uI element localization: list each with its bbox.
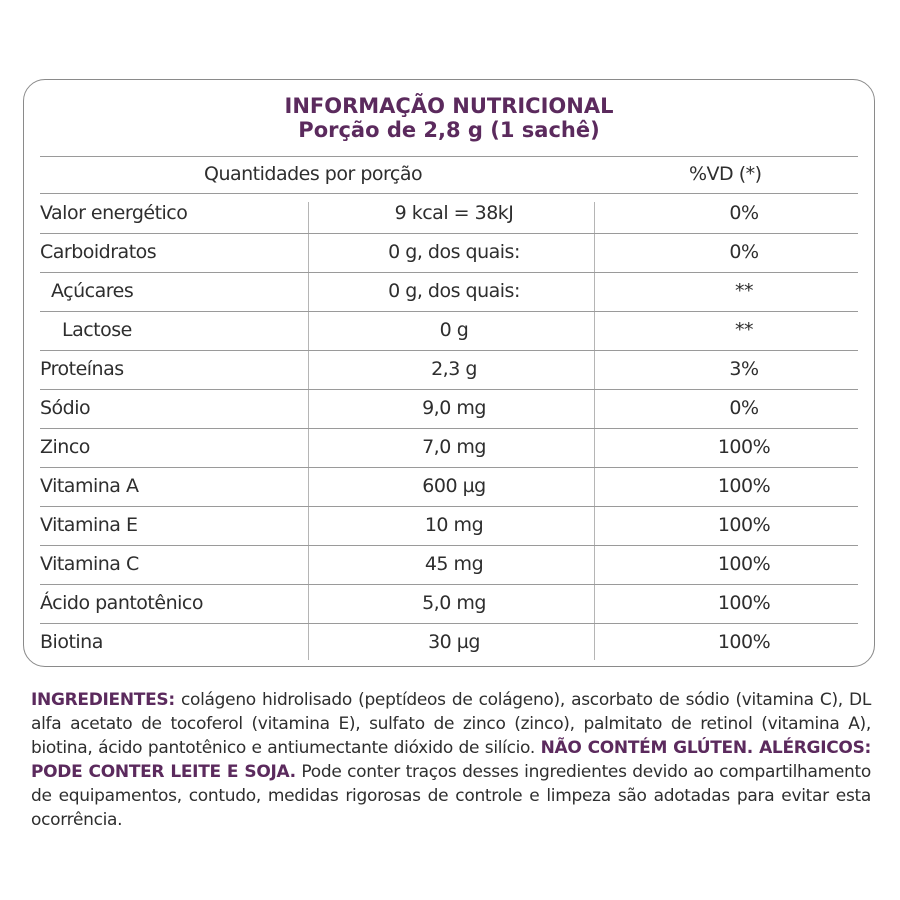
nutrient-vd: 100% <box>717 514 771 536</box>
cross-contamination-note: Pode conter traços desses ingredientes devido ao compartilhamento de equipamentos, contudo, medidas rigorosas de controle e limpeza são adotadas para evitar esta ocorrência. <box>31 762 871 830</box>
nutrient-name: Açúcares <box>51 280 134 302</box>
nutrient-quantity: 0 g <box>439 319 469 341</box>
table-row <box>24 506 874 545</box>
nutrient-name: Vitamina C <box>40 553 139 575</box>
portion-line: Porção de 2,8 g (1 sachê) <box>298 118 600 142</box>
nutrient-name: Biotina <box>40 631 103 653</box>
table-row <box>24 389 874 428</box>
nutrient-name: Vitamina A <box>40 475 139 497</box>
table-row <box>24 467 874 506</box>
ingredients-list: colágeno hidrolisado (peptídeos de colágeno), ascorbato de sódio (vitamina C), DL alfa acetato de tocoferol (vitamina E), sulfato de zinco (zinco), palmitato de retinol (vitamina A), biotina, ácido pantotênico e antiumectante dióxido de silício. <box>31 690 871 758</box>
nutrient-quantity: 0 g, dos quais: <box>388 280 520 302</box>
nutrient-vd: ** <box>735 319 753 341</box>
nutrient-quantity: 7,0 mg <box>422 436 486 458</box>
table-row <box>24 311 874 350</box>
allergen-warning: ALÉRGICOS: PODE CONTER LEITE E SOJA. <box>31 738 872 782</box>
gluten-warning: NÃO CONTÉM GLÚTEN. <box>540 738 753 758</box>
nutrient-name: Lactose <box>62 319 132 341</box>
table-row <box>24 584 874 623</box>
nutrient-quantity: 45 mg <box>424 553 484 575</box>
table-row <box>24 194 874 233</box>
nutrient-vd: 0% <box>729 241 759 263</box>
nutrient-quantity: 9,0 mg <box>422 397 486 419</box>
nutrient-quantity: 10 mg <box>424 514 484 536</box>
nutrient-name: Vitamina E <box>40 514 138 536</box>
nutrient-vd: 100% <box>717 592 771 614</box>
nutrient-name: Valor energético <box>40 202 188 224</box>
nutrient-quantity: 30 µg <box>428 631 480 653</box>
nutrient-vd: 3% <box>729 358 759 380</box>
table-row <box>24 428 874 467</box>
nutrient-vd: ** <box>735 280 753 302</box>
header-vd: %VD (*) <box>689 163 762 185</box>
nutrient-quantity: 600 µg <box>422 475 486 497</box>
nutrient-name: Zinco <box>40 436 90 458</box>
nutrient-vd: 100% <box>717 475 771 497</box>
table-title <box>24 94 874 142</box>
nutrient-name: Sódio <box>40 397 91 419</box>
nutrient-vd: 0% <box>729 202 759 224</box>
nutrition-table <box>23 79 875 667</box>
nutrient-quantity: 0 g, dos quais: <box>388 241 520 263</box>
table-row <box>24 623 874 662</box>
nutrient-quantity: 2,3 g <box>431 358 477 380</box>
table-row <box>24 272 874 311</box>
table-row <box>24 233 874 272</box>
nutrient-name: Ácido pantotênico <box>40 592 203 614</box>
nutrient-vd: 100% <box>717 436 771 458</box>
nutrient-vd: 100% <box>717 553 771 575</box>
nutrient-name: Carboidratos <box>40 241 157 263</box>
nutrient-quantity: 5,0 mg <box>422 592 486 614</box>
header-quantity: Quantidades por porção <box>204 163 423 185</box>
title-line: INFORMAÇÃO NUTRICIONAL <box>284 94 614 118</box>
table-row <box>24 545 874 584</box>
nutrient-quantity: 9 kcal = 38kJ <box>394 202 514 224</box>
ingredients-label: INGREDIENTES: <box>31 690 175 710</box>
ingredients-text <box>31 688 871 832</box>
header-top-rule <box>40 156 858 157</box>
nutrient-vd: 0% <box>729 397 759 419</box>
nutrient-name: Proteínas <box>40 358 124 380</box>
nutrient-vd: 100% <box>717 631 771 653</box>
table-row <box>24 350 874 389</box>
